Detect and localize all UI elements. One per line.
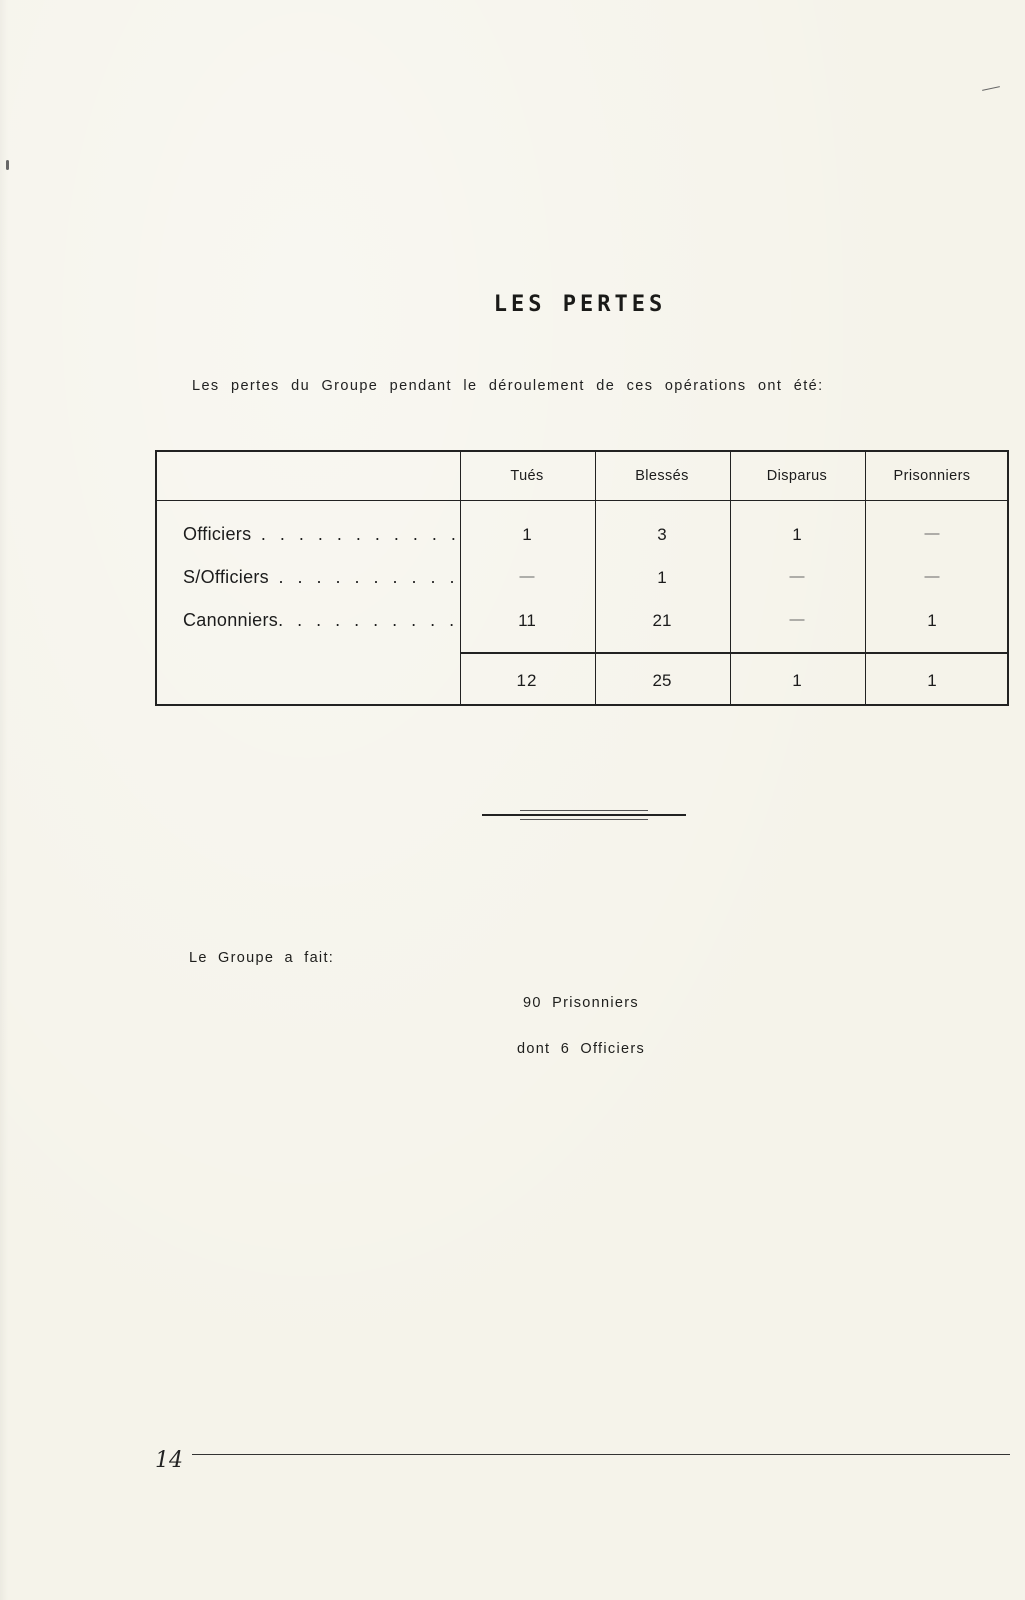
total-cell: 1 (792, 671, 802, 690)
column-header-disparus: Disparus (766, 468, 828, 484)
total-cell: 1 (927, 671, 937, 690)
row-label-officiers (183, 524, 460, 545)
captures-prisoners: 90 Prisonniers (523, 995, 639, 1011)
table-cell: 1 (657, 568, 667, 587)
page-title: LES PERTES (493, 292, 667, 317)
row-label-text: Officiers (183, 524, 252, 544)
table-cell: — (789, 611, 805, 628)
table-cell: 1 (792, 525, 802, 544)
row-label-text: Canonniers (183, 610, 279, 630)
total-rule (460, 652, 1007, 654)
paper-mark-left (6, 160, 9, 170)
table-cell: 1 (522, 525, 532, 544)
table-cell: — (924, 525, 940, 542)
captures-intro: Le Groupe a fait: (189, 950, 335, 966)
row-label-text: S/Officiers (183, 567, 269, 587)
intro-sentence: Les pertes du Groupe pendant le déroulement de ces opérations ont été: (192, 378, 824, 394)
page-number: 14 (155, 1448, 183, 1473)
table-cell: 1 (927, 611, 937, 630)
table-cell: 3 (657, 525, 667, 544)
separator-rule (482, 814, 686, 816)
table-cell: 11 (518, 611, 536, 630)
total-cell: 25 (652, 671, 672, 690)
footer-rule (192, 1454, 1010, 1455)
table-cell: 21 (652, 611, 672, 630)
dot-leader: . . . . . . . . . . . (251, 524, 461, 544)
losses-table (155, 450, 1009, 706)
dot-leader: . . . . . . . . . . (269, 567, 460, 587)
row-label-canonniers (183, 610, 459, 631)
table-cell: — (789, 568, 805, 585)
column-header-prisonniers: Prisonniers (893, 468, 971, 484)
separator-rule (520, 810, 648, 811)
table-cell: — (924, 568, 940, 585)
paper-mark-right (982, 86, 1000, 91)
separator-rule (520, 819, 648, 820)
row-label-sous-officiers (183, 567, 459, 588)
captures-officers: dont 6 Officiers (516, 1041, 646, 1057)
table-cell: — (519, 568, 535, 585)
total-cell: 12 (516, 671, 538, 690)
header-rule (157, 500, 1007, 501)
column-header-tues: Tués (510, 468, 544, 484)
column-header-blesses: Blessés (635, 468, 689, 484)
dot-leader: . . . . . . . . . . (278, 610, 459, 630)
